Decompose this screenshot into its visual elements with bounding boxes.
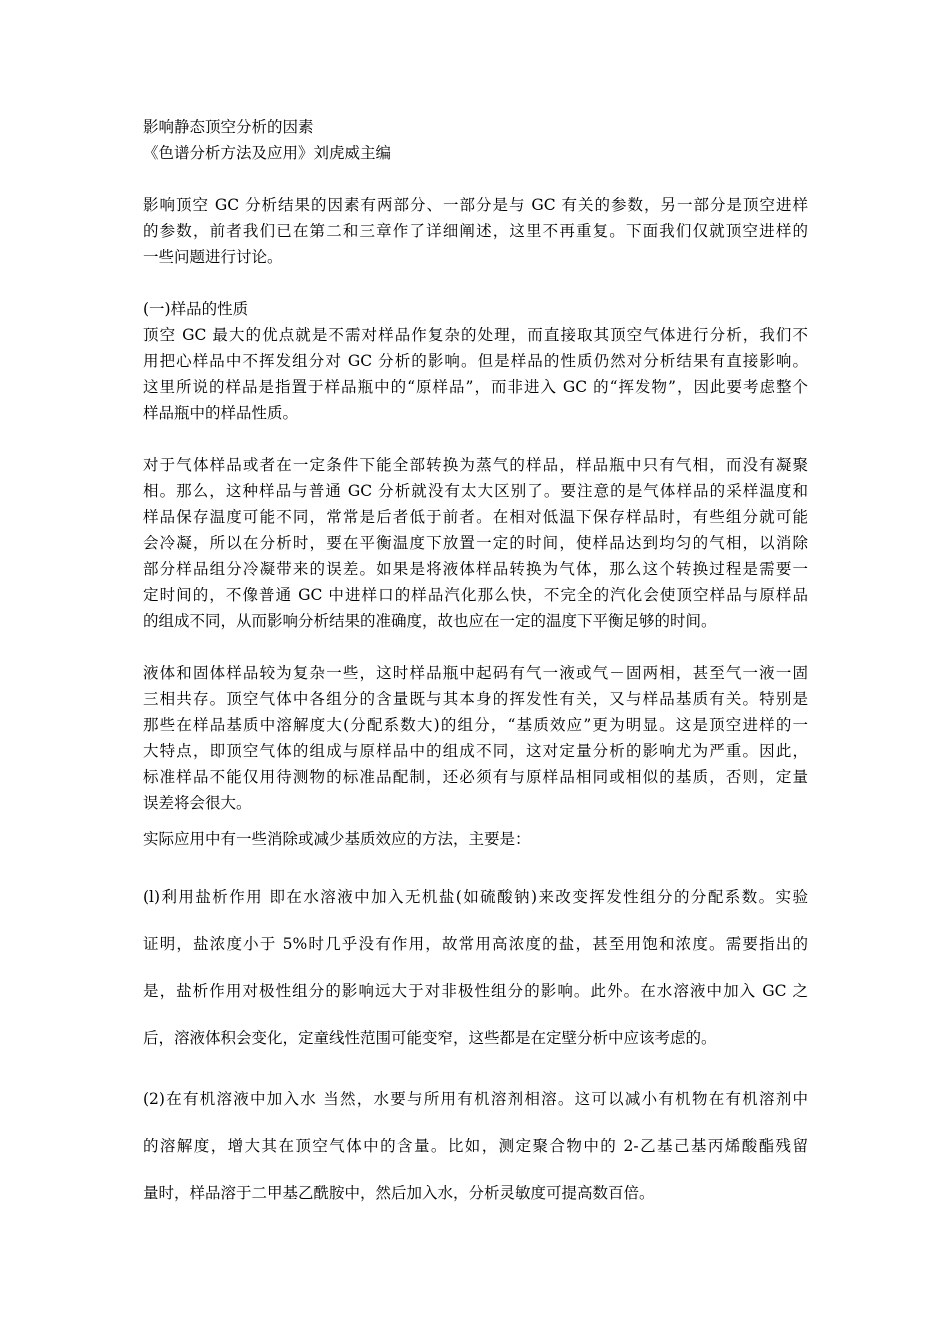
paragraph-line: 的组成不同，从而影响分析结果的准确度，故也应在一定的温度下平衡足够的时间。 xyxy=(143,612,717,630)
paragraph-line: 影响顶空 GC 分析结果的因素有两部分、一部分是与 GC 有关的参数，另一部分是顶空进样 xyxy=(143,196,808,214)
paragraph-line: 大特点，即顶空气体的组成与原样品中的组成不同，这对定量分析的影响尤为严重。因此， xyxy=(143,742,808,760)
paragraph-line: 的参数，前者我们已在第二和三章作了详细阐述，这里不再重复。下面我们仅就顶空进样的 xyxy=(143,222,808,240)
paragraph-line: 的溶解度，增大其在顶空气体中的含量。比如，测定聚合物中的 2-乙基己基丙烯酸酯残留 xyxy=(143,1137,808,1155)
paragraph-line: 会冷凝，所以在分析时，要在平衡温度下放置一定的时间，使样品达到均匀的气相，以消除 xyxy=(143,534,808,552)
paragraph-line: 对于气体样品或者在一定条件下能全部转换为蒸气的样品，样品瓶中只有气相，而没有凝聚 xyxy=(143,456,808,474)
paragraph-line: 这里所说的样品是指置于样品瓶中的“原样品”，而非进入 GC 的“挥发物”，因此要考虑整个 xyxy=(143,378,808,396)
intro-paragraph xyxy=(143,192,808,270)
paragraph-line: 相。那么，这种样品与普通 GC 分析就没有太大区别了。要注意的是气体样品的采样温度和 xyxy=(143,482,808,500)
paragraph-line: 部分样品组分冷凝带来的误差。如果是将液体样品转换为气体，那么这个转换过程是需要一 xyxy=(143,560,808,578)
section-heading: (一)样品的性质 xyxy=(143,300,249,318)
paragraph-line: 证明，盐浓度小于 5%时几乎没有作用，故常用高浓度的盐，甚至用饱和浓度。需要指出的 xyxy=(143,935,808,953)
method-salting-out xyxy=(143,874,808,1062)
paragraph-line: 是，盐析作用对极性组分的影响远大于对非极性组分的影响。此外。在水溶液中加入 GC 之 xyxy=(143,982,808,1000)
paragraph-line: 三相共存。顶空气体中各组分的含量既与其本身的挥发性有关，又与样品基质有关。特别是 xyxy=(143,690,808,708)
paragraph-line: 定时间的，不像普通 GC 中进样口的样品汽化那么快，不完全的汽化会使顶空样品与原样品 xyxy=(143,586,808,604)
gas-samples-paragraph xyxy=(143,452,808,634)
sample-properties-paragraph xyxy=(143,322,808,426)
method-add-water xyxy=(143,1076,808,1217)
paragraph-line: 误差将会很大。 xyxy=(143,794,252,812)
document-title: 影响静态顶空分析的因素 xyxy=(143,118,314,136)
paragraph-line: 量时，样品溶于二甲基乙酰胺中，然后加入水，分析灵敏度可提高数百倍。 xyxy=(143,1184,655,1202)
document-source: 《色谱分析方法及应用》刘虎威主编 xyxy=(143,144,392,162)
paragraph-line: 顶空 GC 最大的优点就是不需对样品作复杂的处理，而直接取其顶空气体进行分析，我们不 xyxy=(143,326,808,344)
paragraph-line: 后，溶液体积会变化，定童线性范围可能变窄，这些都是在定壁分析中应该考虑的。 xyxy=(143,1029,717,1047)
methods-intro: 实际应用中有一些消除或减少基质效应的方法，主要是： xyxy=(143,830,531,848)
paragraph-line: 样品保存温度可能不同，常常是后者低于前者。在相对低温下保存样品时，有些组分就可能 xyxy=(143,508,808,526)
paragraph-line: (l)利用盐析作用 即在水溶液中加入无机盐(如硫酸钠)来改变挥发性组分的分配系数。实验 xyxy=(143,888,808,906)
liquid-solid-samples-paragraph xyxy=(143,660,808,816)
paragraph-line: (2)在有机溶液中加入水 当然，水要与所用有机溶剂相溶。这可以减小有机物在有机溶剂中 xyxy=(143,1090,808,1108)
paragraph-line: 一些问题进行讨论。 xyxy=(143,248,283,266)
paragraph-line: 用把心样品中不挥发组分对 GC 分析的影响。但是样品的性质仍然对分析结果有直接影响。 xyxy=(143,352,808,370)
paragraph-line: 标准样品不能仅用待测物的标准品配制，还必须有与原样品相同或相似的基质，否则，定量 xyxy=(143,768,808,786)
paragraph-line: 液体和固体样品较为复杂一些，这时样品瓶中起码有气一液或气－固两相，甚至气一液一固 xyxy=(143,664,808,682)
paragraph-line: 样品瓶中的样品性质。 xyxy=(143,404,299,422)
paragraph-line: 那些在样品基质中溶解度大(分配系数大)的组分，“基质效应”更为明显。这是顶空进样的一 xyxy=(143,716,808,734)
document-page xyxy=(143,114,808,1217)
